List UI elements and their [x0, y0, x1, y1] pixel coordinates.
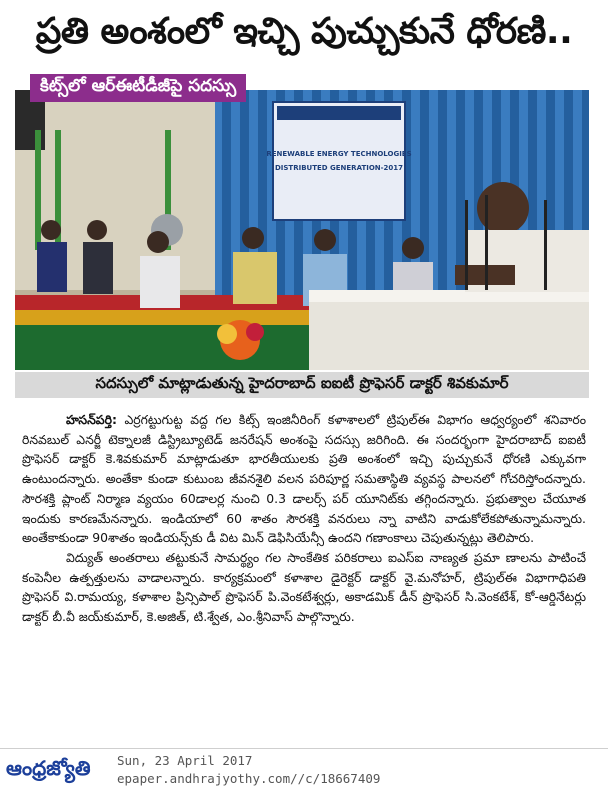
andhrajyothy-logo: ఆంధ్రజ్యోతి	[6, 755, 91, 780]
article-paragraph-2: విద్యుత్‌ అంతరాలు తట్టుకునే సామర్థ్యం గల సాంకేతిక పరికరాలు ఐఎస్‌ఐ నాణ్యత ప్రమా ణాలను పాటించే కంపెనీల ఉత్పత్తులను వాడాలన్నారు. కార్యక్రమంలో కళాశాల డైరెక్టర్‌ డాక్టర్‌ వై.మనోహర్‌, ట్రిపుల్‌ఈ విభాగాధిపతి ప్రొఫెసర్‌ వి.రామయ్య, కళాశాల ప్రిన్సిపాల్‌ ప్రొఫెసర్‌ పి.వెంకటేశ్వర్లు, అకాడమిక్‌ డీన్‌ ప్రొఫెసర్‌ సి.వెంకటేశ్‌, కో-ఆర్డినేటర్లు డాక్టర్‌ బీ.వీ జయ్‌కుమార్‌, కె.అజిత్‌, టి.శ్వేత, ఎం.శ్రీనివాస్‌ పాల్గొన్నారు.	[22, 549, 586, 625]
subheadline: కిట్స్‌లో ఆర్‌ఈటీడీజీపై సదస్సు	[30, 74, 246, 102]
article-body	[22, 410, 586, 627]
footer	[0, 749, 608, 791]
epaper-url[interactable]: epaper.andhrajyothy.com//c/18667409	[117, 771, 381, 786]
banner-line-2: DISTRIBUTED GENERATION-2017	[274, 164, 404, 172]
banner-line-1: RENEWABLE ENERGY TECHNOLOGIES	[266, 150, 412, 158]
article-dateline: హసన్‌పర్తి:	[66, 412, 117, 427]
news-photo	[15, 90, 589, 370]
photo-caption: సదస్సులో మాట్లాడుతున్న హైదరాబాద్‌ ఐఐటీ ప్రొఫెసర్‌ డాక్టర్‌ శివకుమార్‌	[15, 372, 589, 398]
article-paragraph-1-text: ఎర్రగట్టుగుట్ట వద్ద గల కిట్స్‌ ఇంజినీరింగ్‌ కళాశాలలో ట్రిపుల్‌ఈ విభాగం ఆధ్వర్యంలో శనివారం రినవబుల్‌ ఎనర్జీ టెక్నాలజీ డిస్ట్రిబ్యూటెడ్‌ జనరేషన్‌ అంశంపై సదస్సు జరిగింది. ఈ సందర్భంగా హైదరాబాద్‌ ఐఐటీ ప్రొఫెసర్‌ డాక్టర్‌ కె.శివకుమార్‌ మాట్లాడుతూ భారతీయులకు ప్రతి అంశంలో ఇచ్చి పుచ్చుకునే ధోరణి ఎక్కువగా ఉంటుందన్నారు. అంతేకా కుండా కుటుంబ జీవనశైలి వలన పరిపూర్ణ సమతాస్థితి వ్యవస్థ పాలనలో గోచరిస్తోందన్నారు. సౌరశక్తి ప్లాంట్‌ నిర్మాణ వ్యయం 60డాలర్ల నుంచి 0.3 డాలర్స్‌ పర్‌ యూనిట్‌కు తగ్గిందన్నారు. ప్రభుత్వాల చేయూత ఇందుకు కారణమేనన్నారు. ఇండియాలో 60 శాతం సౌరశక్తి వనరులు న్నా వాటిని వాడుకోలేకపోతున్నామన్నారు. అంతేకాకుండా 90శాతం ఇండియన్స్‌కు డీ విట మిన్‌ డెఫిసియేన్సీ ఉందని గణాంకాలు చెపుతున్నట్లు తెలిపారు.	[22, 412, 586, 546]
headline: ప్రతి అంశంలో ఇచ్చి పుచ్చుకునే ధోరణి..	[35, 11, 573, 52]
article-paragraph-1	[22, 410, 586, 548]
publication-date: Sun, 23 April 2017	[117, 753, 253, 768]
